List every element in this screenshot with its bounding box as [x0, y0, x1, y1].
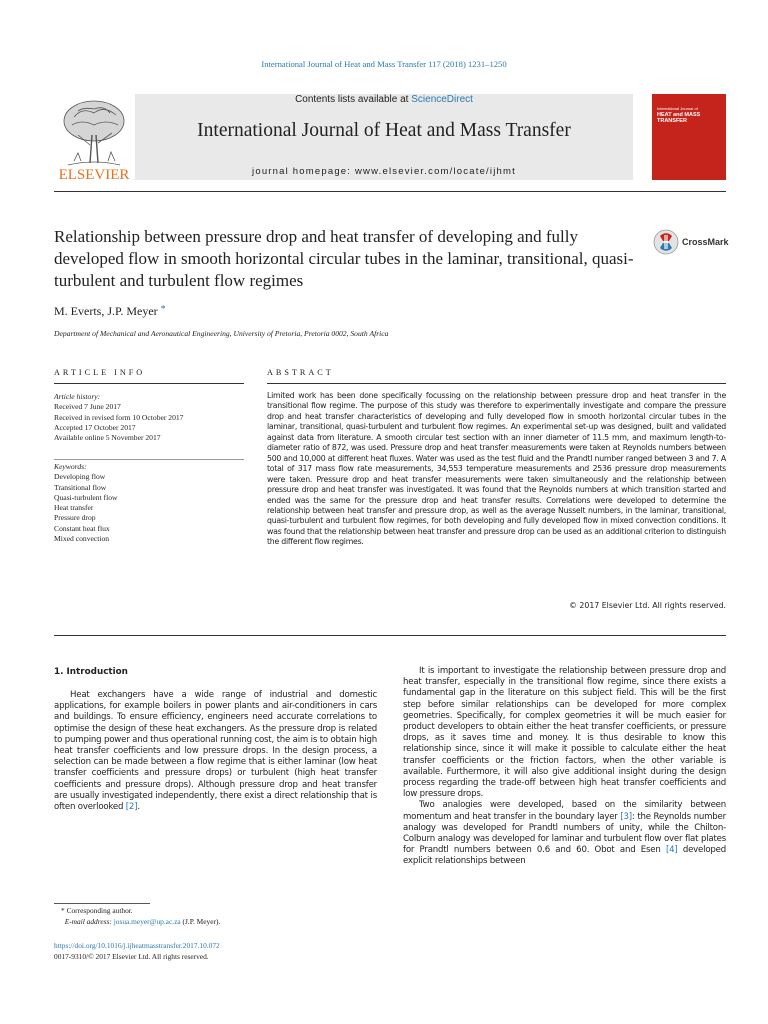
elsevier-tree-icon — [54, 95, 134, 181]
contents-line — [135, 94, 633, 106]
paragraph-text: : the Reynolds number analogy was developed for Prandtl numbers of unity, while the Chilton-Colburn analogy was developed for laminar and turbulent flow over flat plates for Prandtl numbers between 0.6 and 60. Obot and Esen — [403, 811, 726, 856]
cover-small-text: International Journal of — [657, 106, 698, 111]
crossmark-label: CrossMark — [682, 237, 729, 247]
authors — [54, 304, 166, 319]
paragraph-text: developed explicit relationships between — [403, 845, 726, 867]
paragraph — [403, 800, 726, 867]
author-names: M. Everts, J.P. Meyer — [54, 304, 158, 318]
keywords-label: Keywords: — [54, 462, 87, 471]
body-column-left — [54, 690, 377, 813]
history-item: Accepted 17 October 2017 — [54, 422, 136, 432]
corresponding-author-mark[interactable]: * — [160, 304, 166, 315]
history-label: Article history: — [54, 392, 101, 401]
keyword-item: Pressure drop — [54, 513, 96, 523]
journal-homepage[interactable]: journal homepage: www.elsevier.com/locate/ijhmt — [252, 166, 516, 177]
doi-block — [54, 941, 377, 962]
issn-line: 0017-9310/© 2017 Elsevier Ltd. All rights reserved. — [54, 951, 209, 961]
reference-link[interactable]: [4] — [665, 845, 678, 856]
crossmark-badge[interactable] — [653, 229, 733, 257]
journal-header — [135, 94, 633, 180]
paragraph-text: . — [137, 802, 140, 813]
affiliation: Department of Mechanical and Aeronautical Engineering, University of Pretoria, Pretoria 0002, South Africa — [54, 329, 389, 338]
history-item: Available online 5 November 2017 — [54, 433, 161, 443]
cover-title: HEAT and MASS TRANSFER — [657, 112, 701, 124]
keywords-rule — [54, 459, 244, 460]
footnote-email — [54, 917, 377, 928]
journal-cover[interactable] — [652, 94, 726, 180]
body-rule — [54, 635, 726, 636]
reference-link[interactable]: [2] — [125, 802, 138, 813]
keyword-item: Quasi-turbulent flow — [54, 492, 118, 502]
contents-prefix: Contents lists available at — [295, 94, 412, 105]
paragraph — [54, 690, 377, 813]
footnote-mark: * — [61, 906, 65, 915]
elsevier-wordmark: ELSEVIER — [58, 167, 130, 181]
keyword-item: Mixed convection — [54, 534, 110, 544]
keyword-item: Transitional flow — [54, 482, 107, 492]
journal-citation[interactable]: International Journal of Heat and Mass Transfer 117 (2018) 1231–1250 — [261, 59, 507, 69]
article-info-rule — [54, 383, 244, 384]
article-title: Relationship between pressure drop and heat transfer of developing and fully developed flow in smooth horizontal circular tubes in the laminar, transitional, quasi-turbulent and turbulent flow regimes — [54, 227, 634, 290]
doi-link[interactable]: https://doi.org/10.1016/j.ijheatmasstransfer.2017.10.072 — [54, 941, 220, 950]
keywords — [54, 462, 244, 544]
paragraph: It is important to investigate the relationship between pressure drop and heat transfer, especially in the transitional flow regime, since there exists a fundamental gap in the literature on this subject field. This will be the first step before similar relationships can be developed for more complex geometries. Specifically, for complex geometries it will be much easier for product developers to obtain either the heat transfer coefficients, or pressure drops, as it saves time and money. It is thus desirable to know this relationship since, since it will make it possible to calculate either the heat transfer coefficients or the friction factors, when the other variable is available. Furthermore, it will also give additional insight during the design process regarding the trade-off between high heat transfer coefficients and low pressure drops. — [403, 666, 726, 800]
sciencedirect-link[interactable]: ScienceDirect — [411, 94, 473, 105]
keyword-item: Developing flow — [54, 472, 106, 482]
footnote-corresponding-text: Corresponding author. — [66, 906, 133, 915]
body-column-right — [403, 666, 726, 868]
footnote-rule — [54, 903, 150, 904]
email-suffix: (J.P. Meyer). — [182, 916, 221, 926]
article-info-heading: ARTICLE INFO — [54, 368, 146, 377]
cover-text — [657, 106, 721, 124]
section-heading-introduction: 1. Introduction — [54, 667, 128, 677]
abstract-text: Limited work has been done specifically focussing on the relationship between pressure drop and heat transfer in the transitional flow regime. The purpose of this study was therefore to experimentally investigate and compare the pressure drop and heat transfer characteristics of developing and fully developed flow in smooth horizontal circular tubes in the laminar, transitional, quasi-turbulent and turbulent flow regimes. An experimental set-up was designed, built and validated against data from literature. A smooth circular test section with an inner diameter of 11.5 mm, and maximum length-to-diameter ratio of 872, was used. Pressure drop and heat transfer measurements were taken at Reynolds numbers between 500 and 10,000 at different heat fluxes. Water was used as the test fluid and the Prandtl number ranged between 3 and 7. A total of 317 mass flow rate measurements, 34,553 temperature measurements and 2536 pressure drop measurements were taken. Pressure drop and heat transfer measurements were taken simultaneously and the relationship between pressure drop and heat transfer was investigated. It was found that the Reynolds numbers at which transition started and ended was the same for the pressure drop and heat transfer results. Correlations were developed to determine the relationship between heat transfer and pressure drop, as well as the average Nusselt numbers, in the laminar, transitional, quasi-turbulent and turbulent flow regimes, for both developing and fully developed flow in mixed convection conditions. It was found that the relationship between heat transfer and pressure drop can be used as an additional criterion to distinguish the different flow regimes. — [267, 391, 726, 547]
reference-link[interactable]: [3] — [620, 811, 632, 822]
abstract-rule — [267, 383, 726, 384]
elsevier-logo[interactable] — [54, 95, 134, 181]
keyword-item: Heat transfer — [54, 503, 94, 513]
email-link[interactable]: josua.meyer@up.ac.za — [113, 916, 181, 926]
footnote — [54, 906, 377, 927]
article-history — [54, 392, 244, 443]
crossmark-icon — [653, 229, 679, 255]
abstract-copyright: © 2017 Elsevier Ltd. All rights reserved. — [569, 601, 726, 610]
paragraph-text: Heat exchangers have a wide range of industrial and domestic applications, for example boilers in power plants and air-conditioners in cars and buildings. To ensure efficiency, engineers need accurate correlations to optimise the design of these heat exchangers. As the pressure drop is related to pumping power and thus operational running cost, the aim is to obtain high heat transfer coefficients and low pressure drops. In the design process, a selection can be made between a flow regime that is either laminar (low heat transfer coefficients and pressure drops) or turbulent (high heat transfer coefficients and pressure drops). Although pressure drop and heat transfer are usually investigated independently, there exist a direct relationship that is often overlooked — [54, 690, 377, 813]
abstract-heading: ABSTRACT — [267, 368, 334, 377]
header-rule — [54, 191, 726, 192]
email-label: E-mail address: — [64, 916, 112, 926]
journal-title: International Journal of Heat and Mass Transfer — [197, 120, 571, 141]
history-item: Received 7 June 2017 — [54, 402, 121, 412]
footnote-corresponding — [54, 906, 377, 917]
history-item: Received in revised form 10 October 2017 — [54, 412, 184, 422]
keyword-item: Constant heat flux — [54, 523, 110, 533]
paragraph-text: Two analogies were developed, based on the similarity between momentum and heat transfer in the boundary layer — [403, 800, 726, 822]
